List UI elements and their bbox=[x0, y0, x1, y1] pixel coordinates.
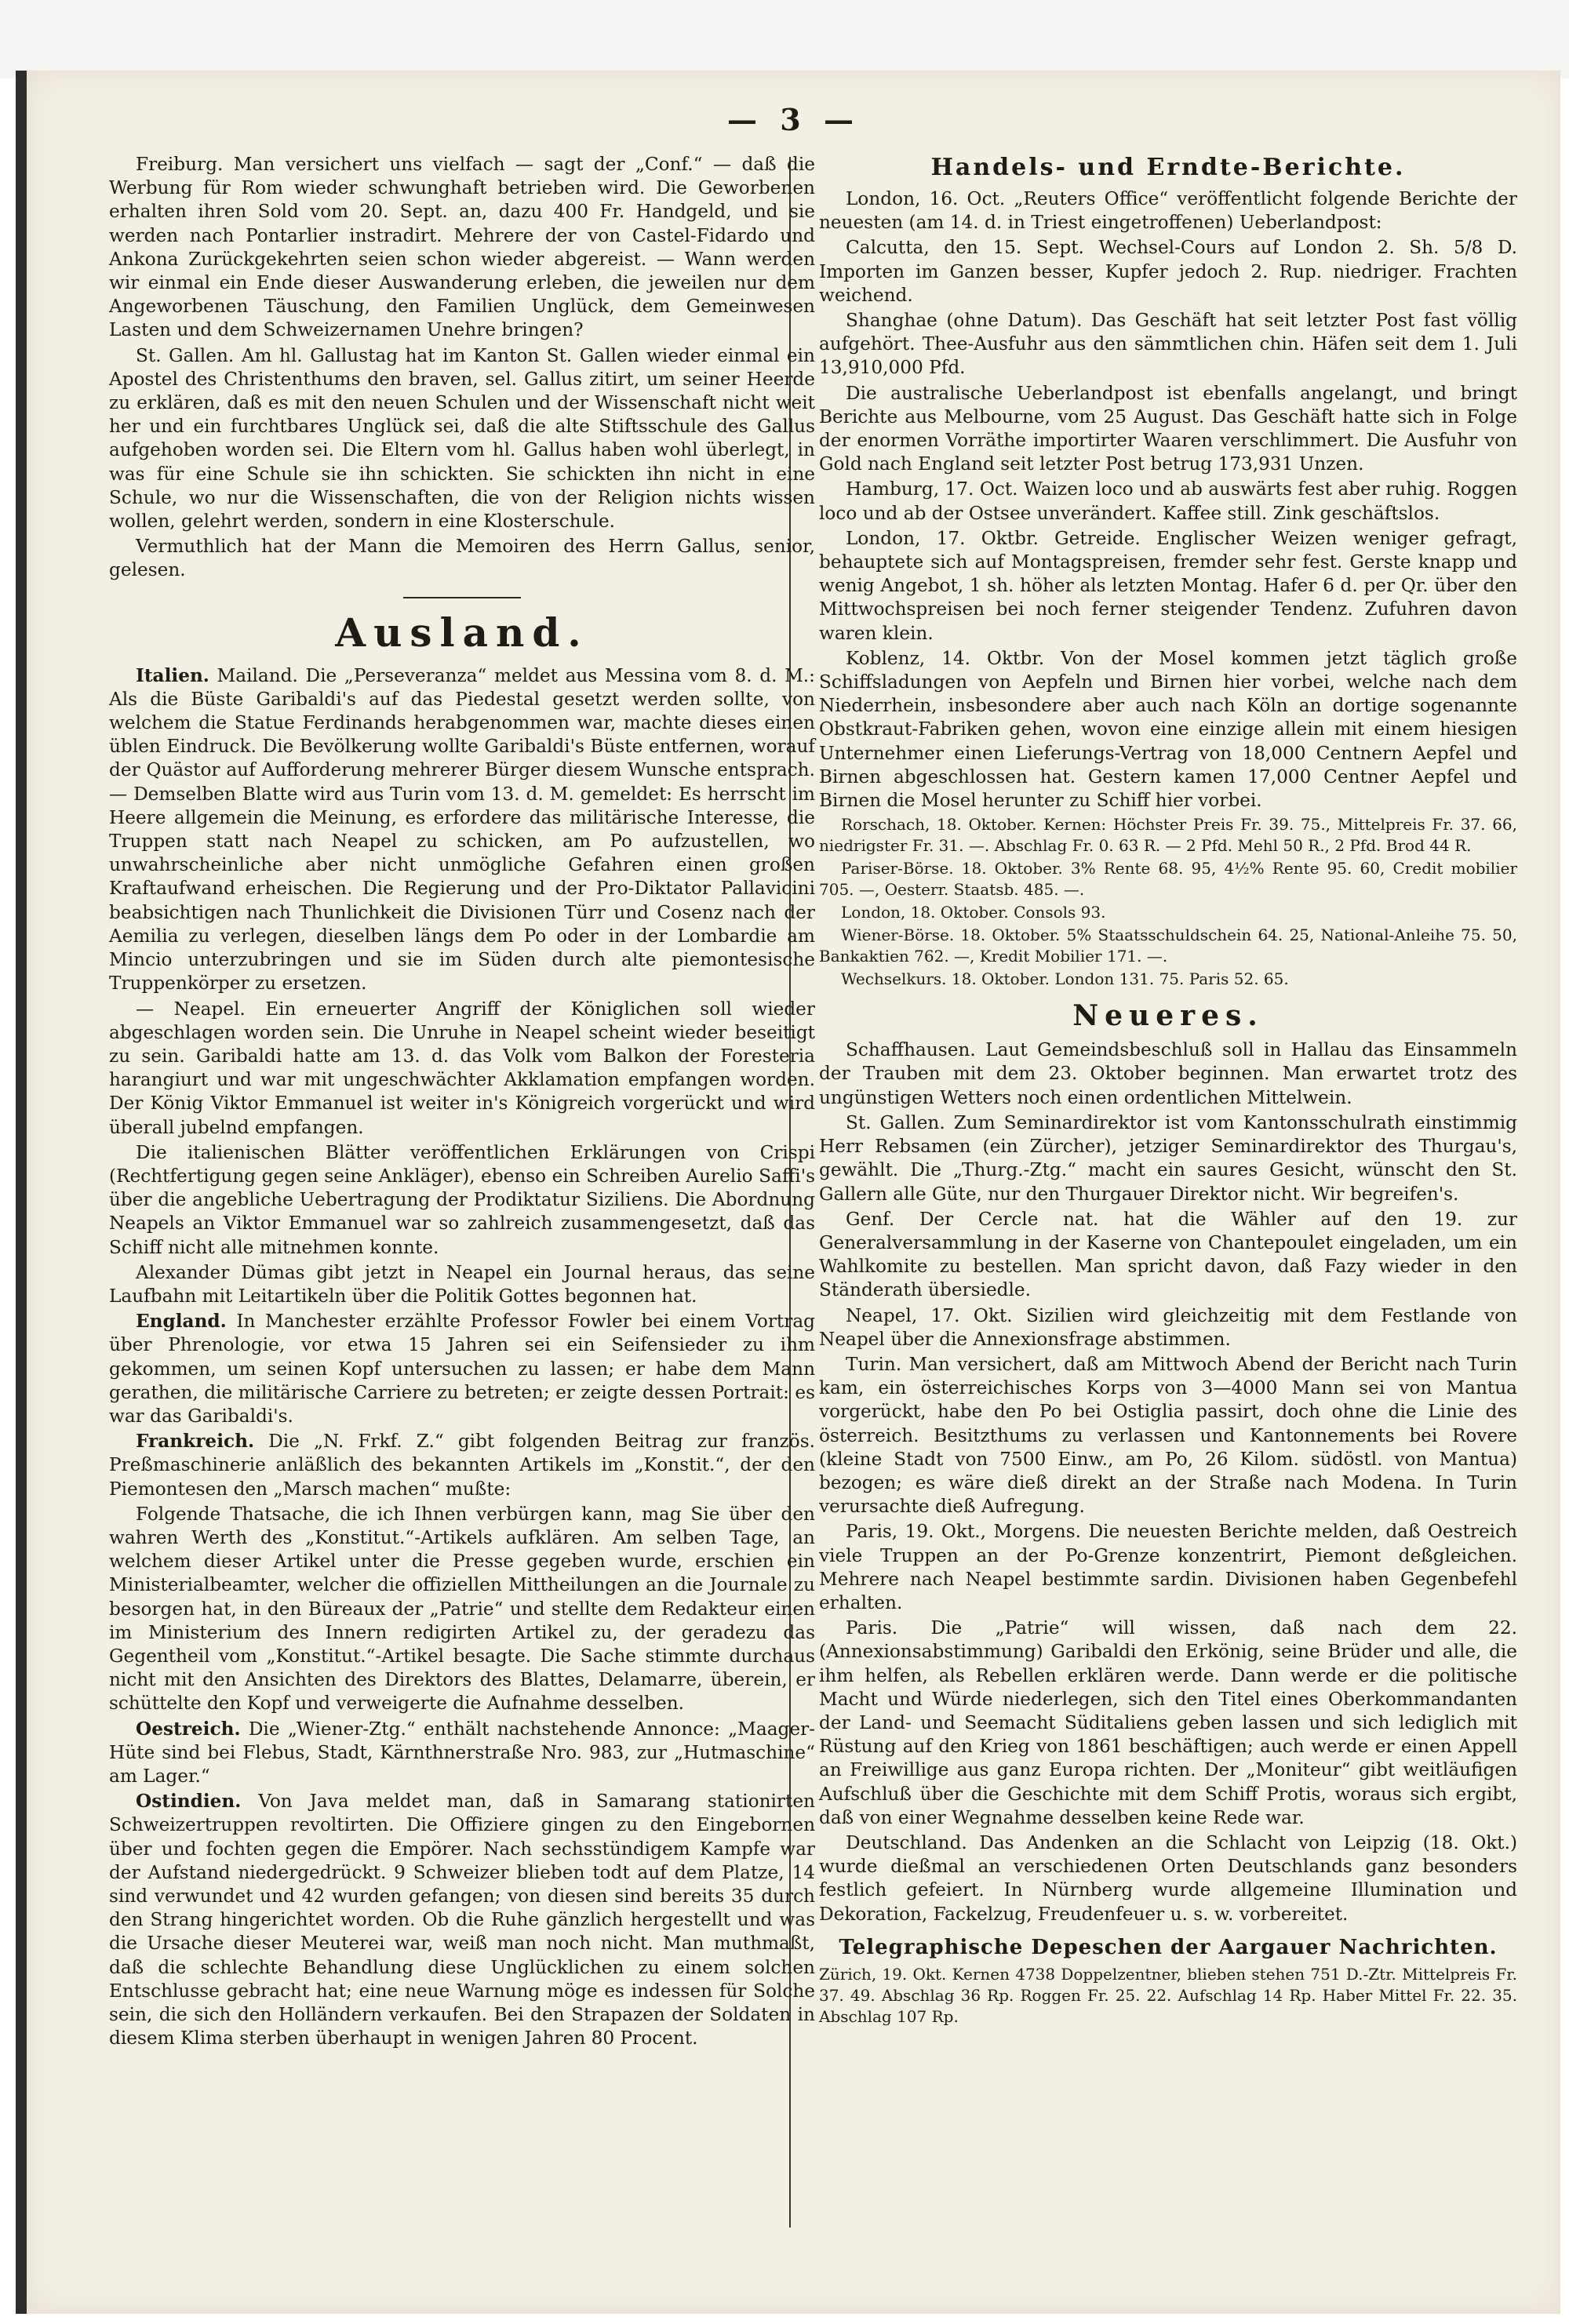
article-frankreich bbox=[109, 1430, 815, 1501]
news-st-gallen: St. Gallen. Zum Seminardirektor ist vom Kantonsschulrath einstimmig Herr Rebsamen (ein Zürcher), jetziger Seminardirektor des Thurgau's, gewählt. Die „Thurg.-Ztg.“ macht ein saures Gesicht, wünscht den St. Gallern alle Güte, nur den Thurgauer Direktor nicht. Wir begreifen's. bbox=[819, 1111, 1517, 1205]
article-italien bbox=[109, 664, 815, 996]
article-ostindien-text: Von Java meldet man, daß in Samarang stationirten Schweizertruppen revoltirten. Die Offiziere gingen zu den Eingebornen über und fochten gegen die Empörer. Nach sechsstündigem Kampfe war der Aufstand niedergedrückt. 9 Schweizer blieben todt auf dem Platze, 14 sind verwundet und 42 wurden gefangen; von diesen sind bereits 35 durch den Strang hingerichtet worden. Ob die Ruhe gänzlich hergestellt und was die Ursache dieser Meuterei war, weiß man noch nicht. Man muthmaßt, daß die schlechte Behandlung diese Unglücklichen zu einem solchen Entschlusse gebracht hat; eine neue Warnung möge es indessen für Solche sein, die sich den Holländern verkaufen. Bei den Strapazen der Soldaten in diesem Klima sterben überhaupt in wenigen Jahren 80 Procent. bbox=[109, 1791, 815, 2049]
market-london: London, 18. Oktober. Consols 93. bbox=[841, 903, 1106, 922]
section-title-ausland: Ausland. bbox=[335, 609, 589, 656]
report-australia: Die australische Ueberlandpost ist ebenfalls angelangt, und bringt Berichte aus Melbourne, vom 25 August. Das Geschäft hatte sich in Folge der enormen Vorräthe importirter Waaren verschlimmert. Die Ausfuhr von Gold nach England seit letzter Post betrug 173,931 Unzen. bbox=[819, 382, 1517, 475]
article-freiburg: Freiburg. Man versichert uns vielfach — sagt der „Conf.“ — daß die Werbung für Rom wieder schwunghaft betrieben wird. Die Geworbenen erhalten ihren Sold vom 20. Sept. an, dazu 400 Fr. Handgeld, und sie werden nach Pontarlier instradirt. Mehrere der von Castel-Fidardo und Ankona Zurückgekehrten seien schon wieder abgereist. — Wann werden wir einmal ein Ende dieser Auswanderung erleben, die jeweilen nur dem Angeworbenen Täuschung, den Familien Unglück, dem Gemeinwesen Lasten und dem Schweizernamen Unehre bringen? bbox=[109, 154, 815, 341]
news-neapel: Neapel, 17. Okt. Sizilien wird gleichzeitig mit dem Festlande von Neapel über die Annexionsfrage abstimmen. bbox=[819, 1304, 1517, 1350]
section-title-neueres: Neueres. bbox=[1072, 999, 1264, 1033]
article-italien-text: Mailand. Die „Perseveranza“ meldet aus Messina vom 8. d. M.: Als die Büste Garibaldi's auf das Piedestal gesetzt werden sollte, von welchem die Statue Ferdinands herabgenommen war, machte dieses einen üblen Eindruck. Die Bevölkerung wollte Garibaldi's Büste entfernen, worauf der Quästor auf Aufforderung mehrerer Bürger diesem Wunsche entsprach. — Demselben Blatte wird aus Turin vom 13. d. M. gemeldet: Es herrscht im Heere allgemein die Meinung, es erfordere das militärische Interesse, die Truppen statt nach Neapel zu schicken, am Po aufzustellen, wo unwahrscheinliche aber nicht unmögliche Gefahren einen großen Kraftaufwand erheischen. Die Regierung und der Pro-Diktator Pallavicini beabsichtigen nach Thunlichkeit die Divisionen Türr und Cosenz nach der Aemilia zu verlegen, dieselben längs dem Po oder in der Lombardie am Mincio unterzubringen und sie im Süden durch alte piemontesische Truppenkörper zu ersetzen. bbox=[109, 664, 815, 995]
market-rorschach: Rorschach, 18. Oktober. Kernen: Höchster Preis Fr. 39. 75., Mittelpreis Fr. 37. 66, niedrigster Fr. 31. —. Abschlag Fr. 0. 63 R. — 2 Pfd. Mehl 50 R., 2 Pfd. Brod 44 R. bbox=[819, 815, 1517, 856]
news-paris-19: Paris, 19. Okt., Morgens. Die neuesten Berichte melden, daß Oestreich viele Truppen an der Po-Grenze konzentrirt, Piemont deßgleichen. Mehrere nach Neapel bestimmte sardin. Divisionen haben Gegenbefehl erhalten. bbox=[819, 1521, 1517, 1613]
scan-background bbox=[0, 0, 1569, 78]
report-hamburg: Hamburg, 17. Oct. Waizen loco und ab auswärts fest aber ruhig. Roggen loco und ab der Ostsee unverändert. Kaffee still. Zink geschäftslos. bbox=[819, 478, 1517, 524]
telegraph-report bbox=[819, 1964, 1517, 2028]
article-frankreich-text: Die „N. Frkf. Z.“ gibt folgenden Beitrag zur französ. Preßmaschinerie anläßlich des bekannten Artikels im „Konstit.“, der den Piemontesen den „Marsch machen“ mußte: bbox=[109, 1431, 816, 1500]
left-column bbox=[109, 153, 815, 2052]
section-rule bbox=[403, 597, 521, 598]
section-title-handel: Handels- und Erndte-Berichte. bbox=[930, 154, 1406, 181]
news-deutschland: Deutschland. Das Andenken an die Schlacht von Leipzig (18. Okt.) wurde dießmal an verschiedenen Orten Deutschlands ganz besonders festlich gefeiert. In Nürnberg wurde allgemeine Illumination und Dekoration, Fackelzug, Freudenfeuer u. s. w. vorbereitet. bbox=[819, 1831, 1517, 1925]
article-oestreich bbox=[109, 1718, 815, 1789]
market-wien-boerse: Wiener-Börse. 18. Oktober. 5% Staatsschuldschein 64. 25, National-Anleihe 75. 50, Bankaktien 762. —, Kredit Mobilier 171. —. bbox=[819, 926, 1517, 966]
country-label-england: England. bbox=[136, 1311, 227, 1333]
article-england bbox=[109, 1310, 815, 1428]
country-label-ostindien: Ostindien. bbox=[136, 1791, 242, 1813]
newspaper-page bbox=[16, 71, 1560, 2314]
article-st-gallen-note: Vermuthlich hat der Mann die Memoiren des Herrn Gallus, senior, gelesen. bbox=[109, 536, 815, 581]
right-column bbox=[819, 153, 1517, 2029]
report-koblenz: Koblenz, 14. Oktbr. Von der Mosel kommen jetzt täglich große Schiffsladungen von Aepfeln und Birnen hier vorbei, welche nach dem Niederrhein, insbesondere aber auch nach Köln an dortige sogenannte Obstkraut-Fabriken gehen, wovon eine einzige allein mit einem hiesigen Unternehmer einen Lieferungs-Vertrag von 18,000 Centnern Aepfel und Birnen abgeschlossen hat. Gestern kamen 17,000 Centner Aepfel und Birnen die Mosel herunter zu Schiff hier vorbei. bbox=[819, 647, 1517, 812]
article-england-text: In Manchester erzählte Professor Fowler bei einem Vortrag über Phrenologie, vor etwa 15 Jahren sei ein Seifensieder zu ihm gekommen, um seinen Kopf untersuchen zu lassen; er habe dem Mann gerathen, die militärische Carriere zu betreten; er zeigte dessen Portrait: es war das Garibaldi's. bbox=[109, 1311, 815, 1427]
article-frankreich-quote: Folgende Thatsache, die ich Ihnen verbürgen kann, mag Sie über den wahren Werth des „Konstitut.“-Artikels aufklären. Am selben Tage, an welchem dieser Artikel unter die Presse gegeben wurde, erschien ein Ministerialbeamter, welcher die offiziellen Mittheilungen an die Journale zu besorgen hat, in den Büreaux der „Patrie“ und stellte dem Redakteur einen im Ministerium des Innern redigirten Artikel zu, der geradezu das Gegentheil vom „Konstitut.“-Artikel besagte. Die Sache stimmte durchaus nicht mit den Ansichten des Direktors des Blattes, Delamarre, überein, er schüttelte den Kopf und verweigerte die Aufnahme desselben. bbox=[109, 1503, 815, 1715]
article-oestreich-text: Die „Wiener-Ztg.“ enthält nachstehende Annonce: „Maager-Hüte sind bei Flebus, Stadt, Kärnthnerstraße Nro. 983, zur „Hutmaschine“ am Lager.“ bbox=[109, 1718, 815, 1787]
country-label-oestreich: Oestreich. bbox=[136, 1718, 241, 1740]
report-shanghae: Shanghae (ohne Datum). Das Geschäft hat seit letzter Post fast völlig aufgehört. Thee-Ausfuhr aus den sämmtlichen chin. Häfen seit dem 1. Juli 13,910,000 Pfd. bbox=[819, 310, 1517, 379]
article-neapel: — Neapel. Ein erneuerter Angriff der Königlichen soll wieder abgeschlagen worden sein. Die Unruhe in Neapel scheint wieder beseitigt zu sein. Garibaldi hatte am 13. d. das Volk vom Balkon der Foresteria harangiurt und war mit ungeschwächter Akklamation empfangen worden. Der König Viktor Emmanuel ist weiter in's Königreich vorgerückt und wird überall jubelnd empfangen. bbox=[109, 998, 815, 1138]
report-london-16: London, 16. Oct. „Reuters Office“ veröffentlicht folgende Berichte der neuesten (am 14. d. in Triest eingetroffenen) Ueberlandpost: bbox=[819, 188, 1517, 234]
report-calcutta: Calcutta, den 15. Sept. Wechsel-Cours auf London 2. Sh. 5/8 D. Importen im Ganzen besser, Kupfer jedoch 2. Rup. niedriger. Frachten weichend. bbox=[819, 237, 1517, 306]
article-ostindien bbox=[109, 1790, 815, 2050]
report-london-17: London, 17. Oktbr. Getreide. Englischer Weizen weniger gefragt, behauptete sich auf Montagspreisen, fremder sehr fest. Gerste knapp und wenig Angebot, 1 sh. höher als letzten Montag. Hafer 6 d. per Qr. über den Mittwochspreisen bei noch ferner steigender Tendenz. Zufuhren davon waren klein. bbox=[819, 527, 1517, 644]
article-dumas: Alexander Dümas gibt jetzt in Neapel ein Journal heraus, das seine Laufbahn mit Leitartikeln über die Politik Gottes begonnen hat. bbox=[109, 1261, 815, 1307]
article-italian-papers: Die italienischen Blätter veröffentlichen Erklärungen von Crispi (Rechtfertigung gegen seine Ankläger), ebenso ein Schreiben Aurelio Saffi's über die angebliche Uebertragung der Prodiktatur Siziliens. Die Abordnung Neapels an Viktor Emmanuel war so zahlreich zusammengesetzt, daß das Schiff nicht alle mitnehmen konnte. bbox=[109, 1141, 815, 1258]
news-turin: Turin. Man versichert, daß am Mittwoch Abend der Bericht nach Turin kam, ein österreichisches Korps von 3—4000 Mann sei von Mantua vorgerückt, habe den Po bei Ostiglia passirt, doch ohne die Linie des österreich. Besitzthums zu verlassen und Kantonnements bei Rovere (kleine Stadt von 7500 Einw., am Po, 26 Kilom. südöstl. von Mantua) bezogen; es wäre dieß direkt an der Straße nach Modena. In Turin verursachte dieß Aufregung. bbox=[819, 1353, 1517, 1518]
page-number: — 3 — bbox=[727, 102, 860, 137]
market-paris-boerse: Pariser-Börse. 18. Oktober. 3% Rente 68. 95, 4½% Rente 95. 60, Credit mobilier 705. —, Oesterr. Staatsb. 485. —. bbox=[819, 859, 1517, 900]
country-label-frankreich: Frankreich. bbox=[136, 1431, 255, 1453]
news-schaffhausen: Schaffhausen. Laut Gemeindsbeschluß soll in Hallau das Einsammeln der Trauben mit dem 23. Oktober beginnen. Man erwartet trotz des ungünstigen Wetters noch einen ordentlichen Mittelwein. bbox=[819, 1039, 1517, 1108]
news-genf: Genf. Der Cercle nat. hat die Wähler auf den 19. zur Generalversammlung in der Kaserne von Chantepoulet eingeladen, um ein Wahlkomite zu bestellen. Man spricht davon, daß Fazy wieder in den Ständerath übersiedle. bbox=[819, 1208, 1517, 1301]
market-wechselkurs: Wechselkurs. 18. Oktober. London 131. 75. Paris 52. 65. bbox=[841, 969, 1289, 989]
telegraph-zuerich: Zürich, 19. Okt. Kernen 4738 Doppelzentner, blieben stehen 751 D.-Ztr. Mittelpreis Fr. 37. 49. Abschlag 36 Rp. Roggen Fr. 25. 22. Aufschlag 14 Rp. Haber Mittel Fr. 22. 35. Abschlag 107 Rp. bbox=[819, 1964, 1517, 2026]
market-reports bbox=[819, 814, 1517, 990]
article-st-gallen: St. Gallen. Am hl. Gallustag hat im Kanton St. Gallen wieder einmal ein Apostel des Christenthums den braven, sel. Gallus zitirt, um seiner Heerde zu erklären, daß es mit den neuen Schulen und der Wissenschaft nicht weit her und ein furchtbares Unglück sei, daß die alte Stiftsschule des Gallus aufgehoben worden sei. Die Eltern vom hl. Gallus haben wohl überlegt, in was für eine Schule sie ihn schickten. Sie schickten ihn nicht in eine Schule, wo nur die Wissenschaften, die von der Religion nichts wissen wollen, gelehrt werden, sondern in eine Klosterschule. bbox=[109, 344, 815, 533]
country-label-italien: Italien. bbox=[136, 664, 209, 686]
news-paris-patrie: Paris. Die „Patrie“ will wissen, daß nach dem 22. (Annexionsabstimmung) Garibaldi den Erkönig, seine Brüder und alle, die ihm helfen, als Rebellen erklären werde. Dann werde er die politische Macht und Würde niederlegen, sich den Titel eines Oberkommandanten der Land- und Seemacht Süditaliens geben lassen und sich lediglich mit Rüstung auf den Krieg von 1861 beschäftigen; auch werde er einen Appell an Freiwillige aus ganz Europa richten. Der „Moniteur“ gibt weitläufigen Aufschluß über die Geschichte mit dem Schiff Protis, woraus sich ergibt, daß von einer Wegnahme desselben keine Rede war. bbox=[819, 1617, 1517, 1828]
section-title-telegraph: Telegraphische Depeschen der Aargauer Nachrichten. bbox=[839, 1935, 1498, 1959]
